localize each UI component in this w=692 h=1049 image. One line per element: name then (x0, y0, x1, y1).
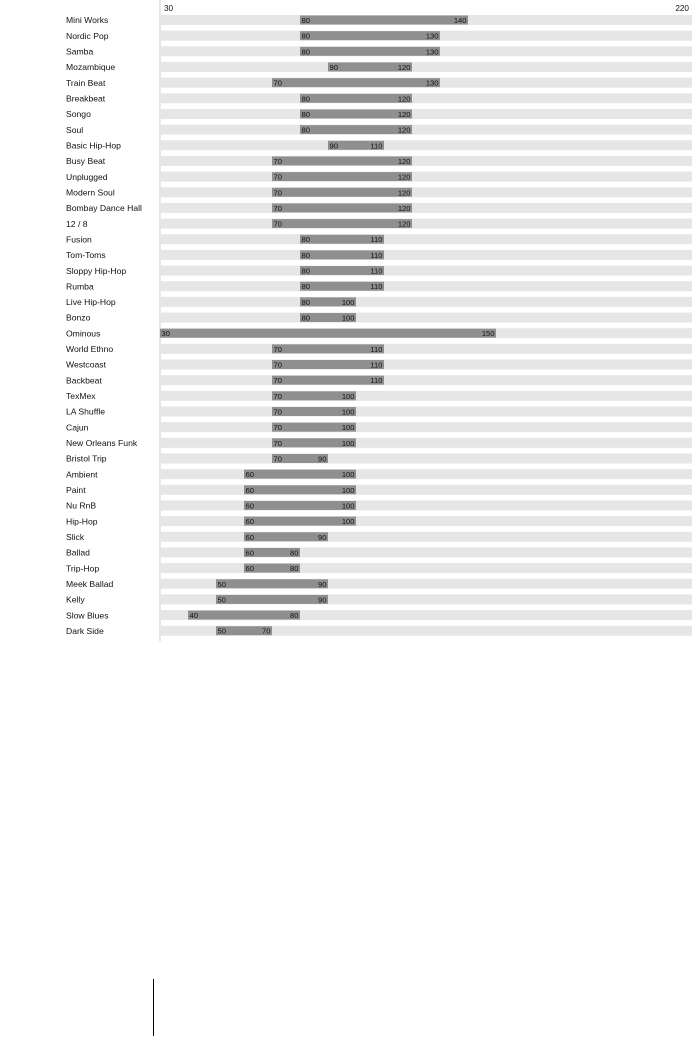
row-band (160, 344, 692, 354)
row-band (160, 281, 692, 291)
row-band (160, 266, 692, 276)
row-band (160, 109, 692, 119)
bar-max-label: 130 (425, 31, 439, 41)
range-bar (272, 219, 412, 228)
bar-max-label: 90 (318, 532, 327, 542)
category-label: Busy Beat (66, 156, 106, 167)
bar-min-label: 50 (217, 626, 226, 636)
category-label: Nordic Pop (66, 30, 109, 41)
category-label: Breakbeat (66, 93, 106, 104)
bar-max-label: 110 (370, 360, 383, 370)
row-band (160, 532, 692, 542)
bar-min-label: 70 (273, 376, 282, 386)
bar-max-label: 110 (370, 282, 383, 292)
category-label: Slow Blues (66, 610, 109, 621)
category-label: Kelly (66, 594, 85, 605)
bar-min-label: 80 (301, 109, 310, 119)
bar-min-label: 80 (301, 47, 310, 57)
category-label: Songo (66, 109, 91, 120)
category-label: New Orleans Funk (66, 438, 138, 449)
bar-max-label: 120 (397, 62, 411, 72)
bar-max-label: 120 (397, 203, 411, 213)
range-bar (300, 94, 412, 103)
bar-max-label: 120 (397, 94, 411, 104)
page-margin-rule (153, 979, 154, 1036)
range-bar (272, 188, 412, 197)
row-band (160, 203, 692, 213)
category-label: Samba (66, 46, 94, 57)
category-label: Mozambique (66, 62, 116, 73)
row-band (160, 375, 692, 385)
bar-min-label: 70 (273, 407, 282, 417)
bar-max-label: 120 (397, 172, 411, 182)
bar-min-label: 60 (245, 517, 254, 527)
row-band (160, 313, 692, 323)
bar-max-label: 100 (341, 485, 355, 495)
range-bar (272, 203, 412, 212)
bar-max-label: 120 (397, 188, 411, 198)
bar-max-label: 100 (341, 407, 355, 417)
category-label: Mini Works (66, 15, 109, 26)
range-bar (216, 579, 328, 588)
row-band (160, 485, 692, 495)
row-band (160, 187, 692, 197)
category-label: Nu RnB (66, 500, 97, 511)
category-label: Cajun (66, 422, 89, 433)
bar-min-label: 70 (273, 78, 282, 88)
bar-min-label: 70 (273, 454, 282, 464)
bar-min-label: 70 (273, 391, 282, 401)
bar-max-label: 90 (318, 595, 327, 605)
range-bar (300, 31, 440, 40)
bar-max-label: 110 (370, 250, 383, 260)
range-bar (160, 329, 496, 338)
bar-max-label: 90 (318, 454, 327, 464)
range-bar (272, 376, 384, 385)
bar-max-label: 100 (341, 423, 355, 433)
row-band (160, 407, 692, 417)
bar-min-label: 80 (301, 125, 310, 135)
axis-tick-label: 220 (675, 4, 689, 13)
bar-min-label: 80 (301, 313, 310, 323)
category-label: Hip-Hop (66, 516, 98, 527)
bar-max-label: 100 (341, 297, 355, 307)
bar-min-label: 70 (273, 423, 282, 433)
category-label: Live Hip-Hop (66, 297, 116, 308)
category-label: Rumba (66, 281, 94, 292)
category-label: Unplugged (66, 171, 108, 182)
row-band (160, 234, 692, 244)
bar-min-label: 80 (301, 31, 310, 41)
category-label: Backbeat (66, 375, 102, 386)
category-label: Tom-Toms (66, 250, 106, 261)
range-bar (272, 360, 384, 369)
category-label: Soul (66, 124, 84, 135)
bar-max-label: 110 (370, 141, 383, 151)
bar-max-label: 110 (370, 235, 383, 245)
bar-max-label: 80 (290, 611, 299, 621)
bar-min-label: 80 (301, 235, 310, 245)
bar-max-label: 100 (341, 391, 355, 401)
row-band (160, 250, 692, 260)
bar-max-label: 120 (397, 219, 411, 229)
bar-max-label: 130 (425, 47, 439, 57)
bar-max-label: 150 (481, 329, 495, 339)
category-label: World Ethno (66, 344, 114, 355)
category-label: Ominous (66, 328, 101, 339)
row-band (160, 219, 692, 229)
bar-min-label: 60 (245, 564, 254, 574)
bar-max-label: 120 (397, 125, 411, 135)
category-label: Slick (66, 531, 85, 542)
row-band (160, 516, 692, 526)
category-label: Sloppy Hip-Hop (66, 265, 127, 276)
range-bar (300, 47, 440, 56)
category-label: TexMex (66, 391, 96, 402)
category-label: Ambient (66, 469, 98, 480)
bar-max-label: 90 (318, 579, 327, 589)
bar-min-label: 80 (301, 16, 310, 25)
axis-tick-label: 30 (164, 4, 174, 13)
bar-min-label: 80 (301, 266, 310, 276)
row-band (160, 422, 692, 432)
bar-min-label: 30 (161, 329, 170, 339)
bar-min-label: 70 (273, 438, 282, 448)
row-band (160, 391, 692, 401)
range-bar (272, 78, 440, 87)
bar-max-label: 120 (397, 156, 411, 166)
category-label: Dark Side (66, 625, 104, 636)
bar-min-label: 50 (217, 595, 226, 605)
bar-max-label: 80 (290, 548, 299, 558)
bar-min-label: 80 (301, 94, 310, 104)
range-bar (300, 16, 468, 25)
row-band (160, 453, 692, 463)
bar-max-label: 110 (370, 376, 383, 386)
category-label: 12 / 8 (66, 218, 88, 229)
row-band (160, 563, 692, 573)
bar-min-label: 60 (245, 470, 254, 480)
range-bar (244, 501, 356, 510)
bar-min-label: 60 (245, 532, 254, 542)
bar-min-label: 60 (245, 501, 254, 511)
bar-min-label: 70 (273, 203, 282, 213)
range-bar (272, 344, 384, 353)
bar-min-label: 60 (245, 548, 254, 558)
row-band (160, 140, 692, 150)
bar-min-label: 90 (329, 141, 338, 151)
range-bar (272, 156, 412, 165)
bar-min-label: 50 (217, 579, 226, 589)
bar-max-label: 70 (262, 626, 271, 636)
range-bar (216, 595, 328, 604)
row-band (160, 360, 692, 370)
category-label: Paint (66, 485, 86, 495)
bar-max-label: 100 (341, 313, 355, 323)
row-band (160, 93, 692, 103)
category-label: Train Beat (66, 77, 106, 88)
category-label: LA Shuffle (66, 406, 106, 417)
range-bar (188, 611, 300, 620)
bar-min-label: 80 (301, 297, 310, 307)
bar-max-label: 80 (290, 564, 299, 574)
range-bar (244, 532, 328, 541)
category-label: Bonzo (66, 312, 91, 323)
bar-min-label: 70 (273, 172, 282, 182)
bar-max-label: 100 (341, 438, 355, 448)
bar-min-label: 70 (273, 156, 282, 166)
bar-max-label: 100 (341, 470, 355, 480)
range-bar (300, 109, 412, 118)
bar-min-label: 70 (273, 219, 282, 229)
row-band (160, 125, 692, 135)
range-bar (244, 517, 356, 526)
bar-min-label: 90 (329, 62, 338, 72)
bar-max-label: 130 (425, 78, 439, 88)
bar-min-label: 70 (273, 344, 282, 354)
category-label: Ballad (66, 547, 90, 558)
bar-min-label: 60 (245, 485, 254, 495)
bar-max-label: 110 (370, 344, 383, 354)
row-band (160, 438, 692, 448)
category-label: Modern Soul (66, 187, 115, 198)
bar-max-label: 100 (341, 517, 355, 527)
row-band (160, 547, 692, 557)
category-label: Fusion (66, 234, 92, 245)
range-bar (244, 485, 356, 494)
category-label: Meek Ballad (66, 578, 114, 589)
bar-max-label: 100 (341, 501, 355, 511)
row-band (160, 172, 692, 182)
row-band (160, 469, 692, 479)
bar-min-label: 80 (301, 250, 310, 260)
range-bar (300, 125, 412, 134)
bar-max-label: 140 (453, 16, 467, 25)
bar-max-label: 120 (397, 109, 411, 119)
range-bar (244, 470, 356, 479)
category-label: Basic Hip-Hop (66, 140, 121, 151)
bar-min-label: 70 (273, 188, 282, 198)
bar-min-label: 80 (301, 282, 310, 292)
bar-min-label: 70 (273, 360, 282, 370)
bar-max-label: 110 (370, 266, 383, 276)
category-label: Trip-Hop (66, 563, 100, 574)
category-label: Bristol Trip (66, 453, 107, 464)
category-label: Bombay Dance Hall (66, 203, 142, 214)
row-band (160, 500, 692, 510)
row-band (160, 156, 692, 166)
row-band (160, 297, 692, 307)
range-bar (272, 172, 412, 181)
bar-min-label: 40 (189, 611, 198, 621)
category-label: Westcoast (66, 359, 106, 370)
row-band (160, 62, 692, 72)
